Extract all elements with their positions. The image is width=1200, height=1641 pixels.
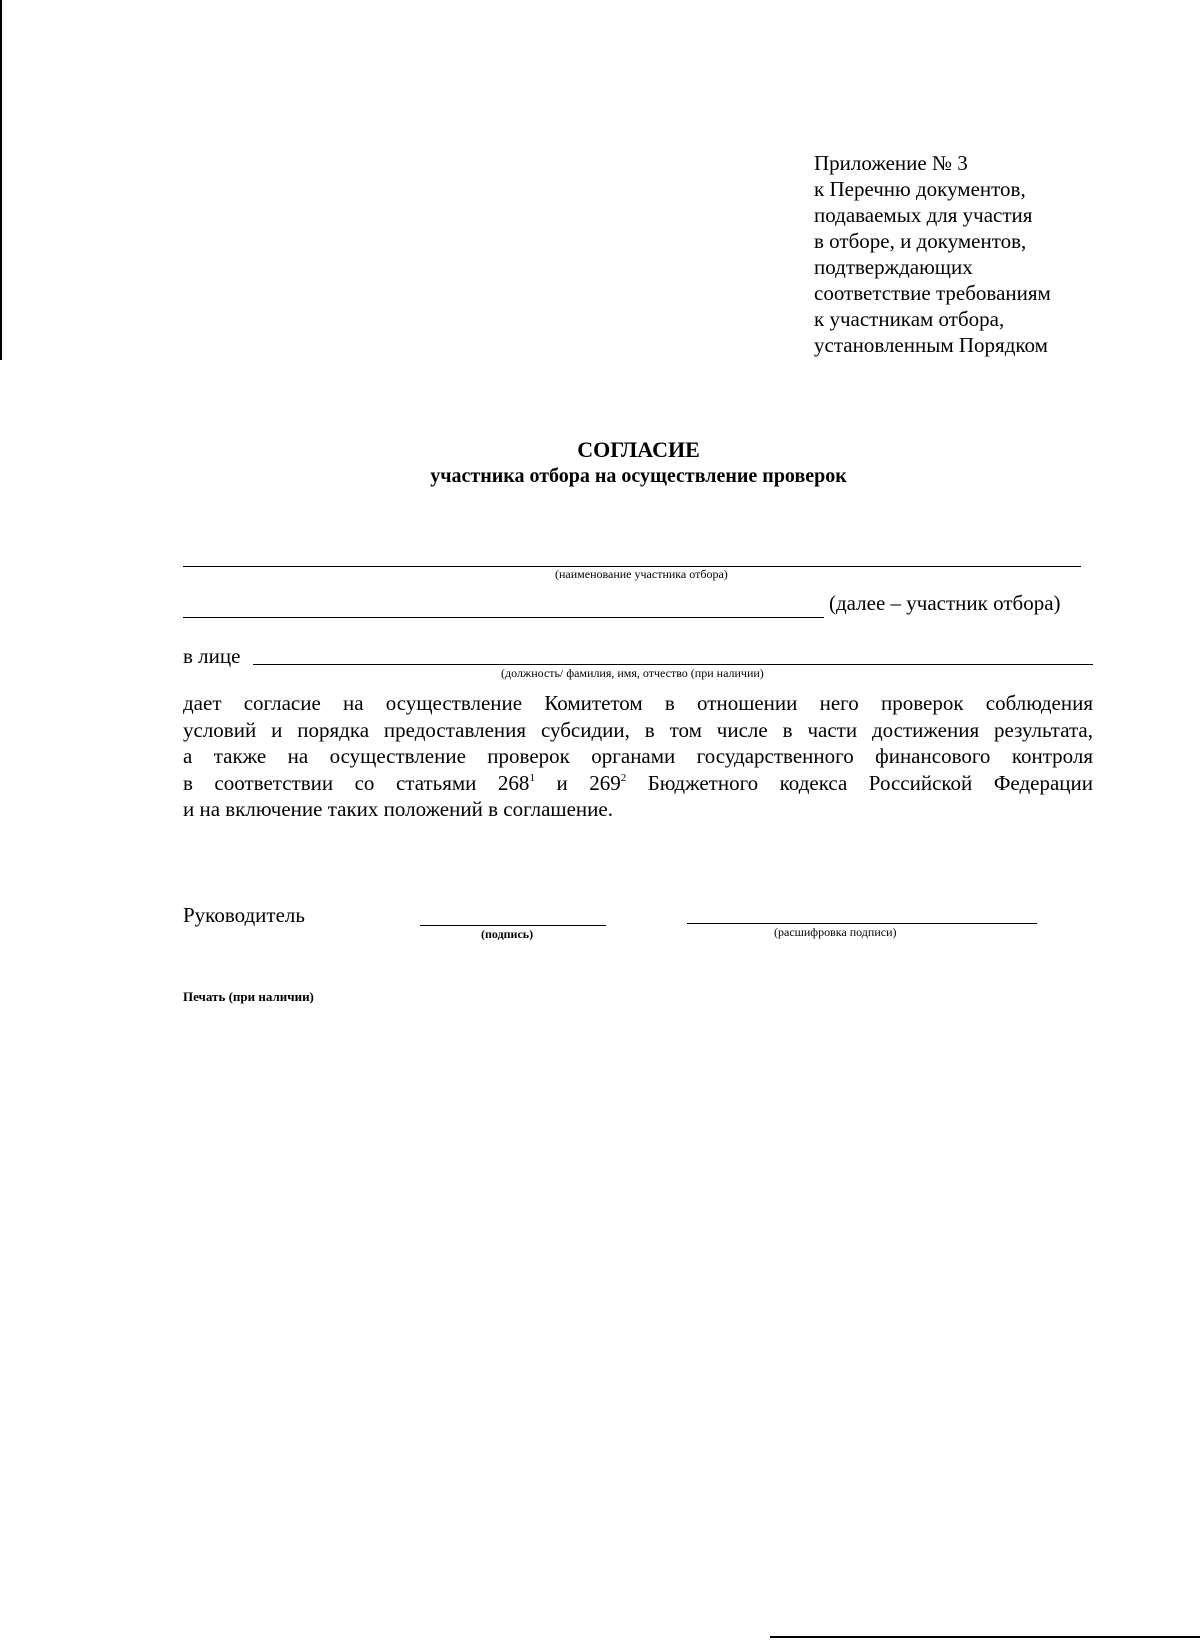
appendix-block bbox=[814, 150, 1051, 358]
appendix-line: подаваемых для участия bbox=[814, 203, 1033, 227]
seal-label: Печать (при наличии) bbox=[183, 989, 314, 1004]
body-line: и на включение таких положений в соглашение. bbox=[183, 797, 613, 821]
body-text-part: в соответствии со статьями 268 bbox=[183, 770, 530, 795]
appendix-line: к Перечню документов, bbox=[814, 177, 1026, 201]
signature-caption: (подпись) bbox=[481, 927, 534, 941]
appendix-line: в отборе, и документов, bbox=[814, 229, 1027, 253]
consent-body bbox=[183, 690, 1093, 823]
body-text-part: и 269 bbox=[534, 770, 621, 795]
appendix-line: установленным Порядком bbox=[814, 333, 1048, 357]
signature-line[interactable] bbox=[420, 925, 606, 926]
participant-suffix: (далее – участник отбора) bbox=[829, 591, 1061, 615]
appendix-line: к участникам отбора, bbox=[814, 307, 1005, 331]
body-line: условий и порядка предоставления субсидии, в том числе в части достижения результата, bbox=[183, 717, 1093, 742]
appendix-line: подтверждающих bbox=[814, 255, 973, 279]
body-line: дает согласие на осуществление Комитетом в отношении него проверок соблюдения bbox=[183, 691, 1093, 715]
document-title: СОГЛАСИЕ bbox=[577, 437, 700, 462]
article-superscript: 1 bbox=[529, 771, 535, 784]
body-line-with-articles bbox=[183, 770, 1093, 797]
body-line: а также на осуществление проверок органами государственного финансового контроля bbox=[183, 744, 1093, 768]
scan-edge-left bbox=[0, 0, 2, 360]
scan-edge-bottom bbox=[770, 1636, 1200, 1638]
signature-decoding-line[interactable] bbox=[687, 923, 1037, 924]
participant-name-caption: (наименование участника отбора) bbox=[555, 567, 728, 581]
role-label: Руководитель bbox=[183, 903, 305, 927]
in-person-label: в лице bbox=[183, 644, 241, 668]
document-subtitle: участника отбора на осуществление проверок bbox=[430, 465, 847, 487]
participant-name-line-2[interactable] bbox=[183, 617, 824, 618]
appendix-line: Приложение № 3 bbox=[814, 151, 968, 175]
appendix-line: соответствие требованиям bbox=[814, 281, 1051, 305]
in-person-caption: (должность/ фамилия, имя, отчество (при наличии) bbox=[501, 666, 764, 680]
article-superscript: 2 bbox=[620, 771, 627, 784]
in-person-line[interactable] bbox=[253, 664, 1093, 665]
body-text-part: Бюджетного кодекса Российской Федерации bbox=[626, 770, 1093, 795]
signature-decoding-caption: (расшифровка подписи) bbox=[774, 925, 897, 939]
